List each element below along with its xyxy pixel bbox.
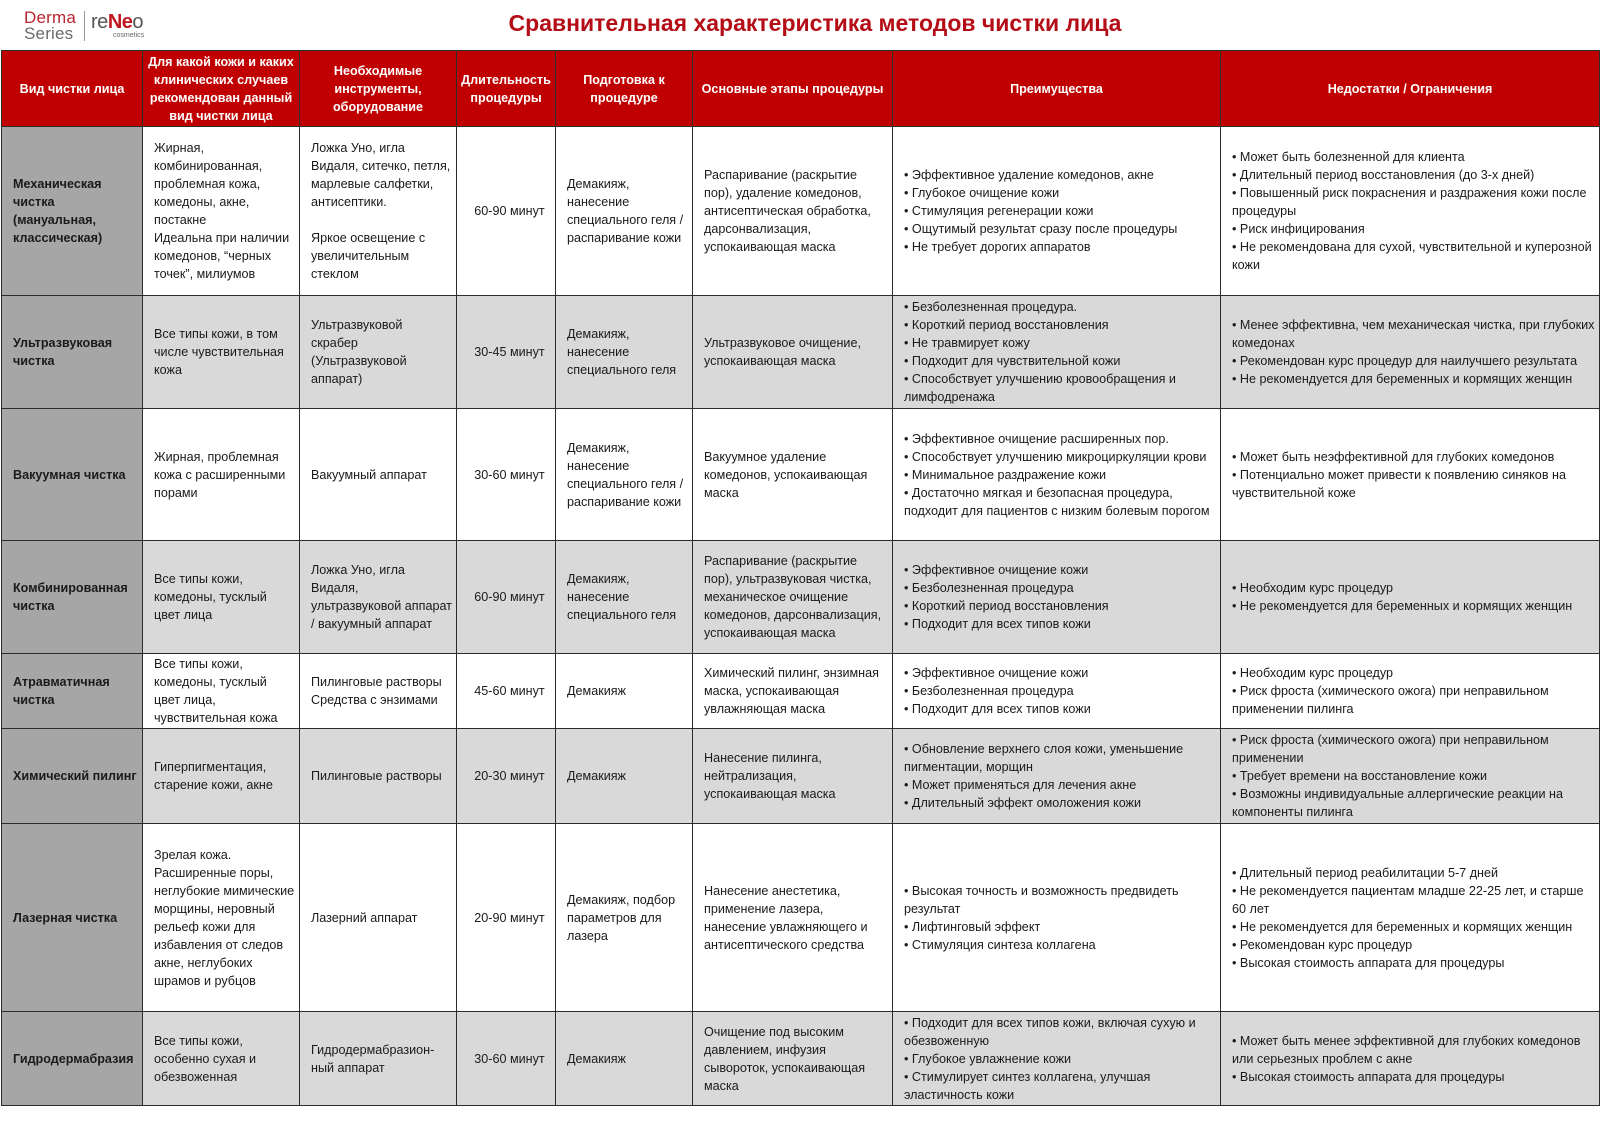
tools-text: Ложка Уно, игла Видаля, ультразвуковой аппарат / вакуумный аппарат xyxy=(311,563,456,631)
advantages-cell xyxy=(893,296,1221,409)
method-name-cell: Гидродермабразия xyxy=(2,1012,143,1106)
table-row xyxy=(2,409,1600,541)
method-name-cell: Ультразвуковая чистка xyxy=(2,296,143,409)
disadvantages-cell xyxy=(1221,729,1600,824)
reneo-cosmetics: cosmetics xyxy=(113,32,145,39)
skin-cell xyxy=(143,824,300,1012)
advantage-list xyxy=(904,166,1216,256)
advantage-item: • Эффективное очищение расширенных пор. xyxy=(904,430,1216,448)
advantage-item: • Способствует улучшению микроциркуляции крови xyxy=(904,448,1216,466)
advantage-item: • Подходит для чувствительной кожи xyxy=(904,352,1216,370)
column-header-disadvantages: Недостатки / Ограничения xyxy=(1221,51,1600,127)
skin-text: Расширенные поры, неглубокие мимические морщины, неровный рельеф кожи для избавления от следов акне, неглубоких шрамов и рубцов xyxy=(154,865,298,988)
disadvantage-list xyxy=(1232,148,1595,274)
disadvantage-item: • Требует времени на восстановление кожи xyxy=(1232,767,1595,785)
page-header xyxy=(0,0,1600,50)
logo-derma-text: Derma xyxy=(24,8,77,27)
advantage-item: • Не травмирует кожу xyxy=(904,334,1216,352)
disadvantage-list xyxy=(1232,316,1595,388)
tools-cell xyxy=(300,654,457,729)
table-row xyxy=(2,654,1600,729)
disadvantage-item: • Необходим курс процедур xyxy=(1232,579,1595,597)
disadvantage-item: • Необходим курс процедур xyxy=(1232,664,1595,682)
skin-cell xyxy=(143,729,300,824)
advantages-cell xyxy=(893,824,1221,1012)
column-header-preparation: Подготовка к процедуре xyxy=(556,51,693,127)
disadvantage-item: • Длительный период восстановления (до 3-х дней) xyxy=(1232,166,1595,184)
skin-text: Идеальна при наличии комедонов, “черных точек”, милиумов xyxy=(154,231,293,281)
advantage-list xyxy=(904,561,1216,633)
disadvantage-list xyxy=(1232,448,1595,502)
skin-cell xyxy=(143,296,300,409)
advantage-list xyxy=(904,298,1216,406)
preparation-cell: Демакияж, подбор параметров для лазера xyxy=(556,824,693,1012)
advantage-item: • Минимальное раздражение кожи xyxy=(904,466,1216,484)
advantage-list xyxy=(904,430,1216,520)
disadvantages-cell xyxy=(1221,824,1600,1012)
disadvantage-item: • Не рекомендуется для беременных и кормящих женщин xyxy=(1232,918,1595,936)
table-row xyxy=(2,296,1600,409)
disadvantages-cell xyxy=(1221,541,1600,654)
comparison-table xyxy=(1,50,1600,1106)
disadvantage-list xyxy=(1232,1032,1595,1086)
tools-text: Пилинговые растворы xyxy=(311,769,442,783)
disadvantages-cell xyxy=(1221,654,1600,729)
disadvantage-item: • Может быть болезненной для клиента xyxy=(1232,148,1595,166)
skin-cell xyxy=(143,541,300,654)
advantage-item: • Глубокое увлажнение кожи xyxy=(904,1050,1216,1068)
skin-cell xyxy=(143,409,300,541)
advantages-cell xyxy=(893,127,1221,296)
tools-text: Ложка Уно, игла Видаля, ситечко, петля, марлевые салфетки, антисептики. xyxy=(311,141,454,209)
advantage-item: • Может применяться для лечения акне xyxy=(904,776,1216,794)
advantage-item: • Высокая точность и возможность предвидеть результат xyxy=(904,882,1216,918)
reneo-suffix: o xyxy=(132,11,144,33)
disadvantage-item: • Риск фроста (химического ожога) при неправильном применении xyxy=(1232,731,1595,767)
advantage-item: • Лифтинговый эффект xyxy=(904,918,1216,936)
disadvantage-item: • Длительный период реабилитации 5-7 дней xyxy=(1232,864,1595,882)
skin-text: Жирная, комбинированная, проблемная кожа, комедоны, акне, постакне xyxy=(154,141,266,227)
table-row xyxy=(2,1012,1600,1106)
tools-cell xyxy=(300,409,457,541)
disadvantage-item: • Не рекомендуется для беременных и кормящих женщин xyxy=(1232,370,1595,388)
disadvantage-item: • Не рекомендуется пациентам младше 22-25 лет, и старше 60 лет xyxy=(1232,882,1595,918)
tools-cell xyxy=(300,824,457,1012)
method-name-cell: Вакуумная чистка xyxy=(2,409,143,541)
advantage-item: • Глубокое очищение кожи xyxy=(904,184,1216,202)
column-header-method: Вид чистки лица xyxy=(2,51,143,127)
disadvantage-item: • Высокая стоимость аппарата для процедуры xyxy=(1232,954,1595,972)
steps-cell: Очищение под высоким давлением, инфузия сывороток, успокаивающая маска xyxy=(693,1012,893,1106)
duration-cell: 45-60 минут xyxy=(457,654,556,729)
disadvantage-item: • Риск фроста (химического ожога) при неправильном применении пилинга xyxy=(1232,682,1595,718)
advantage-item: • Безболезненная процедура xyxy=(904,579,1216,597)
advantage-item: • Способствует улучшению кровообращения и лимфодренажа xyxy=(904,370,1216,406)
advantage-list xyxy=(904,664,1216,718)
table-row xyxy=(2,127,1600,296)
advantage-list xyxy=(904,740,1216,812)
skin-cell xyxy=(143,127,300,296)
disadvantages-cell xyxy=(1221,409,1600,541)
method-name-cell: Химический пилинг xyxy=(2,729,143,824)
tools-cell xyxy=(300,127,457,296)
steps-cell: Нанесение анестетика, применение лазера, нанесение увлажняющего и антисептического средства xyxy=(693,824,893,1012)
tools-cell xyxy=(300,541,457,654)
advantages-cell xyxy=(893,729,1221,824)
disadvantage-list xyxy=(1232,864,1595,972)
disadvantage-item: • Повышенный риск покраснения и раздражения кожи после процедуры xyxy=(1232,184,1595,220)
tools-text: Пилинговые растворы xyxy=(311,675,442,689)
advantage-item: • Короткий период восстановления xyxy=(904,597,1216,615)
tools-text xyxy=(311,211,452,229)
preparation-cell: Демакияж xyxy=(556,1012,693,1106)
skin-text: Все типы кожи, особенно сухая и обезвоженная xyxy=(154,1033,260,1084)
column-header-tools: Необходимые инструменты, оборудование xyxy=(300,51,457,127)
reneo-prefix: re xyxy=(91,11,108,33)
disadvantage-item: • Может быть неэффективной для глубоких комедонов xyxy=(1232,448,1595,466)
preparation-cell: Демакияж, нанесение специального геля / распаривание кожи xyxy=(556,409,693,541)
disadvantage-item: • Не рекомендована для сухой, чувствительной и куперозной кожи xyxy=(1232,238,1595,274)
skin-cell xyxy=(143,1012,300,1106)
advantage-item: • Эффективное очищение кожи xyxy=(904,561,1216,579)
advantage-item: • Подходит для всех типов кожи xyxy=(904,615,1216,633)
disadvantage-list xyxy=(1232,579,1595,615)
preparation-cell: Демакияж, нанесение специального геля / распаривание кожи xyxy=(556,127,693,296)
advantage-item: • Подходит для всех типов кожи, включая сухую и обезвоженную xyxy=(904,1014,1216,1050)
table-row xyxy=(2,824,1600,1012)
disadvantage-item: • Возможны индивидуальные аллергические реакции на компоненты пилинга xyxy=(1232,785,1595,821)
column-header-steps: Основные этапы процедуры xyxy=(693,51,893,127)
advantage-item: • Подходит для всех типов кожи xyxy=(904,700,1216,718)
advantage-item: • Эффективное очищение кожи xyxy=(904,664,1216,682)
disadvantage-list xyxy=(1232,664,1595,718)
disadvantage-item: • Рекомендован курс процедур для наилучшего результата xyxy=(1232,352,1595,370)
page-title: Сравнительная характеристика методов чистки лица xyxy=(508,10,1122,36)
method-name-cell: Механическая чистка (мануальная, классическая) xyxy=(2,127,143,296)
method-name-cell: Лазерная чистка xyxy=(2,824,143,1012)
preparation-cell: Демакияж xyxy=(556,729,693,824)
advantages-cell xyxy=(893,409,1221,541)
advantage-item: • Обновление верхнего слоя кожи, уменьшение пигментации, морщин xyxy=(904,740,1216,776)
table-header-row xyxy=(2,51,1600,127)
disadvantages-cell xyxy=(1221,1012,1600,1106)
advantage-item: • Стимуляция регенерации кожи xyxy=(904,202,1216,220)
steps-cell: Нанесение пилинга, нейтрализация, успокаивающая маска xyxy=(693,729,893,824)
disadvantage-item: • Риск инфицирования xyxy=(1232,220,1595,238)
disadvantages-cell xyxy=(1221,127,1600,296)
advantage-item: • Эффективное удаление комедонов, акне xyxy=(904,166,1216,184)
disadvantage-item: • Менее эффективна, чем механическая чистка, при глубоких комедонах xyxy=(1232,316,1595,352)
steps-cell: Химический пилинг, энзимная маска, успокаивающая увлажняющая маска xyxy=(693,654,893,729)
steps-cell: Вакуумное удаление комедонов, успокаивающая маска xyxy=(693,409,893,541)
skin-cell xyxy=(143,654,300,729)
skin-text: Все типы кожи, в том числе чувствительная кожа xyxy=(154,327,288,377)
advantage-item: • Короткий период восстановления xyxy=(904,316,1216,334)
advantage-item: • Стимуляция синтеза коллагена xyxy=(904,936,1216,954)
steps-cell: Ультразвуковое очищение, успокаивающая маска xyxy=(693,296,893,409)
tools-text: Яркое освещение с увеличительным стеклом xyxy=(311,231,429,281)
advantage-item: • Ощутимый результат сразу после процедуры xyxy=(904,220,1216,238)
duration-cell: 30-60 минут xyxy=(457,409,556,541)
duration-cell: 60-90 минут xyxy=(457,127,556,296)
disadvantage-item: • Высокая стоимость аппарата для процедуры xyxy=(1232,1068,1595,1086)
advantage-item: • Длительный эффект омоложения кожи xyxy=(904,794,1216,812)
skin-text: Все типы кожи, комедоны, тусклый цвет лица, чувствительная кожа xyxy=(154,657,278,725)
advantage-item: • Безболезненная процедура xyxy=(904,682,1216,700)
disadvantage-item: • Не рекомендуется для беременных и кормящих женщин xyxy=(1232,597,1595,615)
disadvantage-item: • Потенциально может привести к появлению синяков на чувствительной коже xyxy=(1232,466,1595,502)
advantage-item: • Безболезненная процедура. xyxy=(904,298,1216,316)
duration-cell: 30-60 минут xyxy=(457,1012,556,1106)
advantage-list xyxy=(904,1014,1216,1104)
tools-cell xyxy=(300,296,457,409)
advantage-item: • Не требует дорогих аппаратов xyxy=(904,238,1216,256)
duration-cell: 30-45 минут xyxy=(457,296,556,409)
skin-text: Гиперпигментация, старение кожи, акне xyxy=(154,760,273,792)
advantage-list xyxy=(904,882,1216,954)
skin-text: Все типы кожи, комедоны, тусклый цвет лица xyxy=(154,572,271,622)
steps-cell: Распаривание (раскрытие пор), удаление комедонов, антисептическая обработка, дарсонвализация, успокаивающая маска xyxy=(693,127,893,296)
tools-cell xyxy=(300,729,457,824)
disadvantages-cell xyxy=(1221,296,1600,409)
preparation-cell: Демакияж, нанесение специального геля xyxy=(556,296,693,409)
advantages-cell xyxy=(893,654,1221,729)
duration-cell: 20-90 минут xyxy=(457,824,556,1012)
advantages-cell xyxy=(893,541,1221,654)
tools-text: Гидродермабразион-ный аппарат xyxy=(311,1042,435,1075)
column-header-advantages: Преимущества xyxy=(893,51,1221,127)
tools-text: Ультразвуковой скрабер (Ультразвуковой аппарат) xyxy=(311,318,411,386)
table-row xyxy=(2,729,1600,824)
logo-series-text: Series xyxy=(24,24,74,43)
table-row xyxy=(2,541,1600,654)
tools-text: Лазерний аппарат xyxy=(311,910,418,925)
preparation-cell: Демакияж, нанесение специального геля xyxy=(556,541,693,654)
method-name-cell: Атравматичная чистка xyxy=(2,654,143,729)
duration-cell: 60-90 минут xyxy=(457,541,556,654)
advantage-item: • Стимулирует синтез коллагена, улучшая эластичность кожи xyxy=(904,1068,1216,1104)
tools-cell xyxy=(300,1012,457,1106)
disadvantage-item: • Может быть менее эффективной для глубоких комедонов или серьезных проблем с акне xyxy=(1232,1032,1595,1068)
duration-cell: 20-30 минут xyxy=(457,729,556,824)
tools-text: Вакуумный аппарат xyxy=(311,467,427,482)
skin-text: Зрелая кожа. xyxy=(154,847,232,862)
preparation-cell: Демакияж xyxy=(556,654,693,729)
disadvantage-item: • Рекомендован курс процедур xyxy=(1232,936,1595,954)
advantage-item: • Достаточно мягкая и безопасная процедура, подходит для пациентов с низким болевым порогом xyxy=(904,484,1216,520)
advantages-cell xyxy=(893,1012,1221,1106)
steps-cell: Распаривание (раскрытие пор), ультразвуковая чистка, механическое очищение комедонов, дарсонвализация, успокаивающая маска xyxy=(693,541,893,654)
column-header-duration: Длительность процедуры xyxy=(457,51,556,127)
column-header-skin: Для какой кожи и каких клинических случаев рекомендован данный вид чистки лица xyxy=(143,51,300,127)
reneo-accent: Ne xyxy=(107,11,133,33)
method-name-cell: Комбинированная чистка xyxy=(2,541,143,654)
skin-text: Жирная, проблемная кожа с расширенными порами xyxy=(154,449,289,500)
disadvantage-list xyxy=(1232,731,1595,821)
tools-text: Средства с энзимами xyxy=(311,693,438,707)
